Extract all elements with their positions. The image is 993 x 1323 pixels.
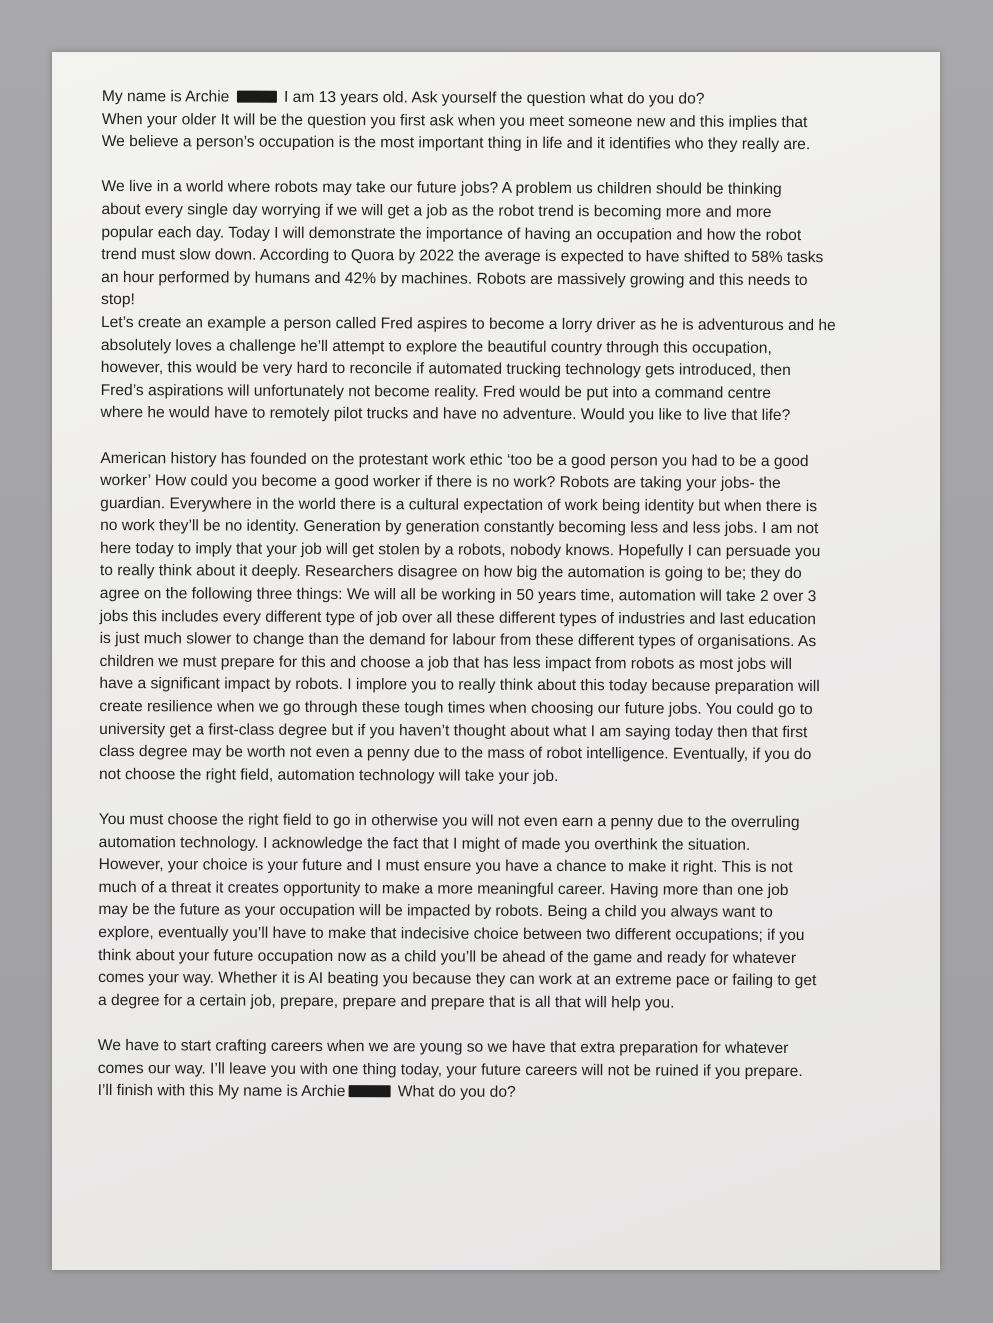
paragraph — [99, 447, 900, 789]
text-line — [100, 470, 900, 496]
text-line — [98, 1035, 898, 1061]
essay-text — [98, 86, 902, 1106]
text-segment: We have to start crafting careers when we are young so we have that extra preparation for whatever — [97, 1036, 789, 1057]
text-line — [98, 1080, 898, 1106]
text-segment: popular each day. Today I will demonstrate the importance of having an occupation and how the robot — [101, 223, 802, 244]
text-line — [100, 583, 900, 609]
text-line — [98, 922, 898, 948]
text-segment: We live in a world where robots may take our future jobs? A problem us children should be thinking — [101, 178, 782, 199]
text-segment: worker’ How could you become a good worker if there is no work? Robots are taking your jobs- the — [100, 472, 781, 493]
text-segment: When your older It will be the question you first ask when you meet someone new and this implies that — [101, 110, 808, 131]
text-line — [99, 741, 899, 767]
text-segment: absolutely loves a challenge he’ll attempt to explore the beautiful country through this occupation, — [100, 336, 772, 357]
text-segment: no work they’ll be no identity. Generation by generation constantly becoming less and less jobs. I am not — [100, 517, 819, 538]
redaction-mark — [348, 1085, 390, 1097]
text-segment: think about your future occupation now as a child you’ll be ahead of the game and ready for whatever — [98, 946, 797, 967]
text-segment: jobs this includes every different type of job over all these different types of industries and last education — [99, 607, 817, 628]
paper-sheet — [52, 52, 940, 1270]
text-segment: however, this would be very hard to reconcile if automated trucking technology gets introduced, then — [100, 359, 791, 380]
text-segment: American history has founded on the protestant work ethic ‘too be a good person you had to be a good — [100, 449, 809, 470]
text-line — [99, 854, 899, 880]
text-segment: about every single day worrying if we will get a job as the robot trend is becoming more and more — [101, 200, 772, 221]
text-segment: where he would have to remotely pilot trucks and have no adventure. Would you like to live that life? — [100, 404, 791, 425]
text-segment: a degree for a certain job, prepare, prepare and prepare that is all that will help you. — [97, 991, 675, 1012]
text-line — [101, 357, 901, 383]
text-segment: comes our way. I’ll leave you with one thing today, your future careers will not be ruined if you prepare. — [97, 1059, 803, 1080]
text-segment: Fred’s aspirations will unfortunately not become reality. Fred would be put into a command centre — [100, 381, 772, 402]
text-segment: comes your way. Whether it is AI beating you because they can work at an extreme pace or failing to get — [98, 969, 817, 990]
redaction-mark — [237, 91, 277, 103]
text-line — [99, 809, 899, 835]
text-segment: stop! — [101, 291, 135, 309]
text-line — [101, 267, 901, 293]
text-segment: not choose the right field, automation technology will take your job. — [98, 765, 559, 785]
text-line — [100, 515, 900, 541]
text-segment: may be the future as your occupation will be impacted by robots. Being a child you always want to — [98, 901, 773, 922]
text-segment: trend must slow down. According to Quora by 2022 the average is expected to have shifted to 58% tasks — [101, 246, 824, 267]
text-segment: an hour performed by humans and 42% by machines. Robots are massively growing and this needs to — [101, 268, 808, 289]
text-segment: much of a threat it creates opportunity to make a more meaningful career. Having more than one job — [98, 878, 789, 899]
text-line — [99, 696, 899, 722]
text-segment: You must choose the right field to go in otherwise you will not even earn a penny due to the overruling — [98, 810, 800, 832]
text-segment: university get a first-class degree but if you haven’t thought about what I am saying today then that first — [99, 720, 808, 741]
text-segment: We believe a person’s occupation is the most important thing in life and it identifies who they really are. — [101, 133, 811, 154]
text-segment: What do you do? — [393, 1083, 516, 1101]
text-segment: I’ll finish with this My name is Archie — [97, 1082, 346, 1101]
text-segment: have a significant impact by robots. I implore you to really think about this today because preparation will — [99, 675, 820, 696]
text-line — [102, 86, 902, 112]
text-segment: I am 13 years old. Ask yourself the question what do you do? — [279, 88, 705, 108]
text-line — [98, 967, 898, 993]
paragraph — [102, 86, 902, 157]
paragraph — [101, 176, 902, 428]
text-segment: automation technology. I acknowledge the fact that I might of made you overthink the situation. — [98, 833, 751, 854]
text-segment: guardian. Everywhere in the world there is a cultural expectation of work being identity but when there is — [100, 494, 818, 515]
text-line — [100, 628, 900, 654]
text-segment: children we must prepare for this and choose a job that has less impact from robots as most jobs will — [99, 652, 793, 673]
text-line — [101, 244, 901, 270]
text-line — [101, 199, 901, 225]
text-segment: class degree may be worth not even a penny due to the mass of robot intelligence. Eventually, if you do — [99, 743, 812, 764]
text-segment: Let’s create an example a person called Fred aspires to become a lorry driver as he is adventurous and he — [100, 313, 836, 335]
text-segment: explore, eventually you’ll have to make that indecisive choice between two different occupations; if you — [98, 923, 805, 945]
text-line — [99, 764, 899, 790]
text-segment: is just much slower to change than the demand for labour from these different types of organisations. As — [99, 630, 817, 651]
text-line — [102, 131, 902, 157]
text-line — [101, 312, 901, 338]
paragraph — [98, 809, 899, 1016]
text-segment: However, your choice is your future and I must ensure you have a chance to make it right. This is not — [98, 856, 793, 877]
text-segment: My name is Archie — [101, 87, 234, 106]
text-segment: create resilience when we go through these tough times when choosing our future jobs. You could go to — [99, 698, 813, 719]
text-line — [98, 990, 898, 1016]
paragraph — [98, 1035, 898, 1106]
text-segment: agree on the following three things: We will all be working in 50 years time, automation will take 2 over 3 — [99, 585, 817, 606]
text-segment: here today to imply that your job will get stolen by a robots, nobody knows. Hopefully I can persuade you — [99, 539, 821, 561]
text-segment: to really think about it deeply. Researchers disagree on how big the automation is going to be; they do — [99, 562, 802, 583]
text-line — [101, 402, 901, 428]
